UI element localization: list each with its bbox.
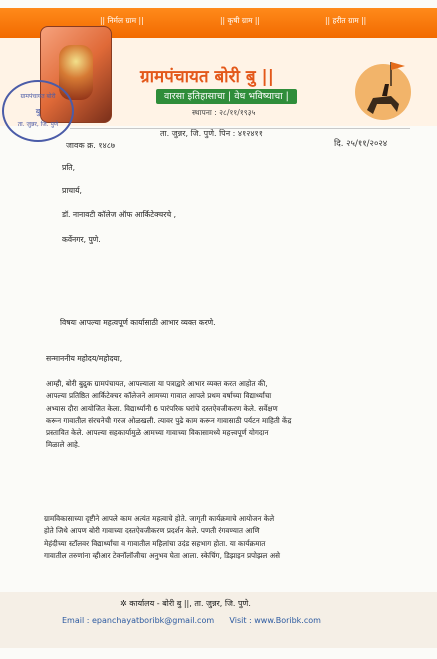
para-line: प्रस्तावित केले. आपल्या सहकार्यामुळे आमच्या गावाच्या विकासामध्ये महत्त्वपूर्ण योगदान [46,428,269,438]
para-line: होते जिथे आपण बोरी गावाच्या दस्तऐवजीकरण प्रदर्शन केले. पणती रंगवण्यात आणि [44,526,260,536]
para-line: मेहंदीच्या स्टॉलवर विद्यार्थ्यांचा व गावातील महिलांचा उदंड सहभाग होता. या कार्यक्रमात [44,538,266,548]
slogan-banner: वारसा इतिहासाचा | वेध भविष्याचा | [156,89,297,104]
para-line: आम्ही, बोरी बुद्रुक ग्रामपंचायत, आपल्याला या पत्राद्वारे आभार व्यक्त करत आहोत की, [46,379,268,388]
divider [70,128,410,129]
footer-office: ✲ कार्यालय - बोरी बु ||, ता. जुन्नर, जि. पुणे. [120,599,251,608]
nav-krushi-gram: || कृषी ग्राम || [220,16,260,25]
stamp-line-3: ता. जुन्नर, जि. पुणे [17,121,59,128]
email-link[interactable]: epanchayatboribk@gmail.com [91,616,215,625]
para-line: आपल्या प्रतिष्ठित आर्किटेक्चर कॉलेजने आमच्या गावात आपले प्रथम वर्षाच्या विद्यार्थ्यांचा [46,391,272,401]
warrior-horse-icon [347,54,417,124]
nav-harit-gram: || हरीत ग्राम || [325,16,367,25]
paragraph-1 [46,378,291,452]
para-line: करून गावातील संरचनेची गरज ओळखली. त्यावर पुढे काम करून गावासाठी पर्यटन माहिती केंद्र [46,415,292,425]
page-title: ग्रामपंचायत बोरी बु || [140,67,274,87]
letter-date: दि. २५/११/२०२४ [334,139,388,149]
reference-number: जावक क्र. १४८७ [66,141,116,150]
recipient-line: प्रति, [62,163,76,172]
subject-line: विषयः आपल्या महत्वपूर्ण कार्यासाठी आभार व्यक्त करणे. [60,318,216,327]
para-line: ग्रामविकासाच्या दृष्टीने आपले काम अत्यंत महत्वाचे होते. जागृती कार्यक्रमाचे आयोजन केले [44,514,275,523]
salutation: सन्माननीय महोदय/महोदया, [46,354,123,363]
address-text: ता. जुन्नर, जि. पुणे. पिन : ४१२४११ [160,129,263,138]
visit-label: Visit : [229,616,252,625]
recipient-line: डॉ. नानावटी कॉलेज ऑफ आर्किटेक्चरचे , [62,210,177,219]
website-link[interactable]: www.Boribk.com [254,616,321,625]
nav-nirmal-gram: || निर्मल ग्राम || [100,16,144,25]
recipient-line: कर्वेनगर, पुणे. [62,235,101,244]
email-label: Email : [62,616,90,625]
para-line: मिळाले आहे. [46,440,81,450]
stamp-line-2: बु [35,107,41,116]
recipient-line: प्राचार्य, [62,186,82,195]
footer-contact [62,616,321,625]
para-line: गावातील तरुणांना व्हीआर टेक्नॉलॉजीचा अनुभव घेता आला. स्केचिंग, डिझाइन प्रपोझल असे [44,550,280,560]
footer [0,592,437,648]
established-date: स्थापना : २८/११/१९३५ [192,108,256,117]
stamp-line-1: ग्रामपंचायत बोरी [20,93,56,100]
paragraph-2 [44,513,280,562]
para-line: अभ्यास दौरा आयोजित केला. विद्यार्थ्यांनी 6 पारंपरिक घरांचे दस्तऐवजीकरण केले. सर्वेक्षण [46,403,278,413]
